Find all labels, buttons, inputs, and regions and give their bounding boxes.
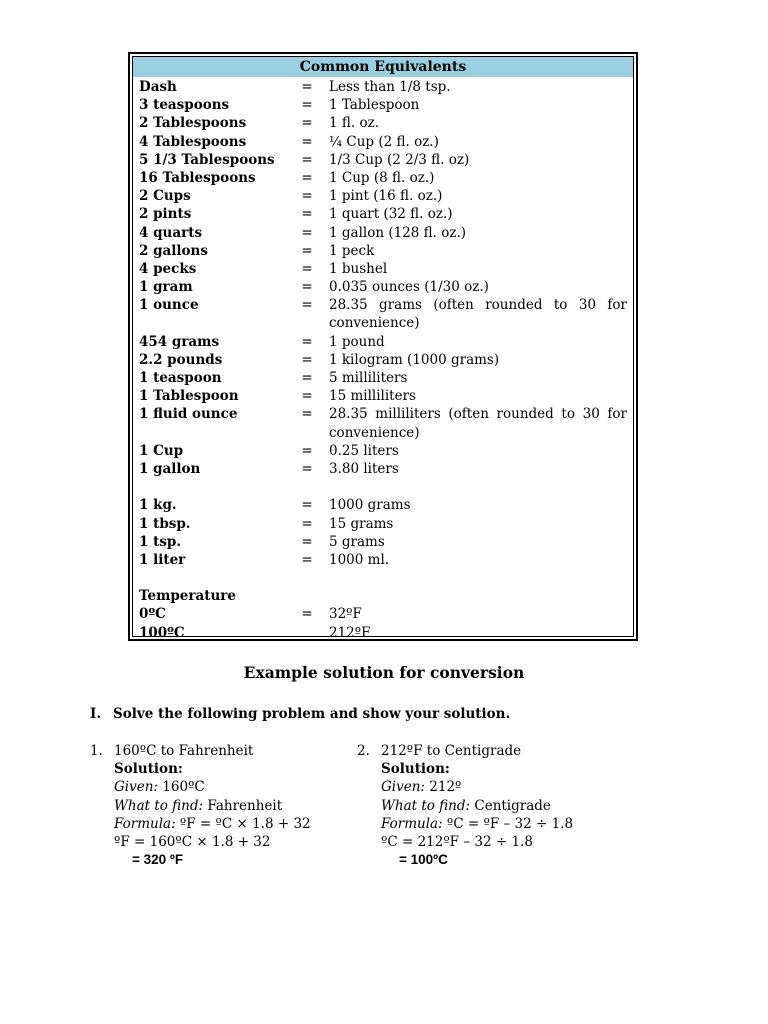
table-row: [133, 496, 633, 514]
table-rows: [133, 78, 633, 642]
equivalent-cell: 32ºF: [329, 606, 362, 623]
equivalent-cell: 1000 grams: [329, 497, 411, 514]
equivalent-cell: 1 quart (32 fl. oz.): [329, 206, 453, 223]
unit-cell: 16 Tablespoons: [139, 169, 256, 186]
unit-cell: Dash: [139, 79, 177, 95]
problem-2: [357, 742, 573, 869]
unit-cell: 5 1/3 Tablespoons: [139, 151, 275, 168]
table-row: [133, 169, 633, 187]
problem-title: 212ºF to Centigrade: [381, 743, 522, 759]
equivalent-cell: 5 milliliters: [329, 370, 408, 387]
find-label: What to find:: [381, 797, 471, 814]
unit-cell: 1 ounce: [139, 297, 199, 314]
equals-sign: =: [301, 551, 313, 568]
unit-cell: 4 quarts: [139, 224, 203, 241]
equivalent-cell: ¼ Cup (2 fl. oz.): [329, 133, 439, 150]
equivalent-cell: 1 bushel: [329, 260, 388, 277]
unit-cell: 1 gallon: [139, 460, 201, 477]
equivalent-cell: 1 Cup (8 fl. oz.): [329, 169, 435, 186]
unit-cell: 1 kg.: [139, 497, 177, 514]
equivalent-cell: 1 gallon (128 fl. oz.): [329, 224, 467, 241]
equals-sign: =: [301, 515, 313, 532]
unit-cell: 1 gram: [139, 279, 193, 296]
unit-cell: 1 fluid ounce: [139, 406, 238, 423]
table-row: [133, 587, 633, 605]
table-row: [133, 515, 633, 533]
formula-label: Formula:: [381, 815, 443, 832]
equivalent-cell: 0.25 liters: [329, 442, 399, 459]
unit-cell: 2 pints: [139, 206, 192, 223]
equals-sign: =: [301, 151, 313, 168]
table-row: [133, 333, 633, 351]
unit-cell: 0ºC: [139, 606, 166, 623]
solution-label: Solution:: [114, 761, 183, 778]
equals-sign: =: [301, 388, 313, 405]
equivalent-cell: 1 peck: [329, 242, 375, 259]
problem-number: 2.: [357, 743, 370, 759]
equals-sign: =: [301, 97, 313, 114]
unit-cell: Temperature: [139, 588, 237, 605]
equals-sign: =: [301, 370, 313, 387]
equals-sign: =: [301, 224, 313, 241]
equivalents-table: [128, 52, 638, 641]
table-row: [133, 405, 633, 441]
unit-cell: 2 gallons: [139, 242, 208, 259]
equivalent-cell: 212ºF: [329, 624, 371, 641]
table-row: [133, 96, 633, 114]
formula-value: ºF = ºC × 1.8 + 32: [175, 815, 311, 832]
equivalent-cell: 1 kilogram (1000 grams): [329, 351, 500, 368]
solution-label: Solution:: [381, 761, 450, 778]
instruction: [90, 706, 510, 722]
unit-cell: 3 teaspoons: [139, 97, 230, 114]
table-row: [133, 605, 633, 623]
equals-sign: =: [301, 533, 313, 550]
table-row: [133, 151, 633, 169]
equals-sign: =: [301, 279, 313, 296]
table-row: [133, 369, 633, 387]
unit-cell: 4 Tablespoons: [139, 133, 247, 150]
find-label: What to find:: [114, 797, 204, 814]
work-line: ºC = 212ºF – 32 ÷ 1.8: [381, 834, 533, 851]
table-row: [133, 187, 633, 205]
table-row: [133, 551, 633, 569]
table-row: [133, 460, 633, 478]
equivalent-cell: 1 fl. oz.: [329, 115, 379, 132]
given-value: 212º: [424, 779, 462, 796]
equals-sign: =: [301, 260, 313, 277]
equals-sign: =: [301, 497, 313, 514]
equivalent-cell: 0.035 ounces (1/30 oz.): [329, 279, 489, 296]
table-inner-border: [132, 56, 634, 641]
equivalent-cell: 1 pound: [329, 333, 385, 350]
equivalent-cell: 1 pint (16 fl. oz.): [329, 188, 443, 205]
instruction-text: Solve the following problem and show your solution.: [113, 706, 511, 722]
equivalent-cell: 28.35 milliliters (often rounded to 30 for convenience): [329, 406, 627, 441]
equals-sign: =: [301, 169, 313, 186]
problem-1: [90, 742, 311, 869]
unit-cell: 1 Cup: [139, 442, 184, 459]
equivalent-cell: 1/3 Cup (2 2/3 fl. oz): [329, 151, 470, 168]
table-row: [133, 624, 633, 642]
table-row: [133, 205, 633, 223]
find-value: Centigrade: [470, 797, 551, 814]
table-row: [133, 387, 633, 405]
given-label: Given:: [114, 779, 158, 796]
given-label: Given:: [381, 779, 425, 796]
unit-cell: 2 Tablespoons: [139, 115, 247, 132]
unit-cell: 454 grams: [139, 333, 220, 350]
problem-title: 160ºC to Fahrenheit: [114, 743, 254, 759]
equivalent-cell: Less than 1/8 tsp.: [329, 79, 451, 95]
table-row: [133, 133, 633, 151]
unit-cell: 2 Cups: [139, 188, 191, 205]
equivalent-cell: 3.80 liters: [329, 460, 399, 477]
equals-sign: =: [301, 351, 313, 368]
instruction-number: I.: [90, 706, 102, 722]
equivalent-cell: 28.35 grams (often rounded to 30 for convenience): [329, 297, 627, 332]
section-title: Example solution for conversion: [243, 663, 525, 682]
table-row: [133, 114, 633, 132]
table-row: [133, 351, 633, 369]
equals-sign: =: [301, 460, 313, 477]
table-row: [133, 442, 633, 460]
equals-sign: =: [301, 333, 313, 350]
equivalent-cell: 1000 ml.: [329, 551, 390, 568]
unit-cell: 1 teaspoon: [139, 370, 222, 387]
unit-cell: 1 Tablespoon: [139, 388, 239, 405]
equals-sign: =: [301, 206, 313, 223]
equals-sign: =: [301, 297, 313, 314]
equals-sign: =: [301, 442, 313, 459]
unit-cell: 1 tsp.: [139, 533, 182, 550]
formula-value: ºC = ºF – 32 ÷ 1.8: [442, 815, 574, 832]
answer: = 100ºC: [399, 852, 448, 868]
table-row: [133, 478, 633, 496]
equivalent-cell: 15 milliliters: [329, 388, 416, 405]
equals-sign: =: [301, 406, 313, 423]
given-value: 160ºC: [157, 779, 205, 796]
unit-cell: 1 liter: [139, 551, 186, 568]
table-row: [133, 533, 633, 551]
find-value: Fahrenheit: [203, 797, 283, 814]
unit-cell: 1 tbsp.: [139, 515, 191, 532]
equivalent-cell: 15 grams: [329, 515, 394, 532]
table-row: [133, 224, 633, 242]
equals-sign: =: [301, 133, 313, 150]
equals-sign: =: [301, 606, 313, 623]
table-row: [133, 78, 633, 96]
equals-sign: =: [301, 188, 313, 205]
table-row: [133, 569, 633, 587]
answer: = 320 ºF: [132, 852, 184, 868]
problem-number: 1.: [90, 743, 103, 759]
table-row: [133, 278, 633, 296]
unit-cell: 4 pecks: [139, 260, 197, 277]
table-title: Common Equivalents: [133, 57, 633, 77]
table-row: [133, 296, 633, 332]
equivalent-cell: 5 grams: [329, 533, 385, 550]
table-row: [133, 242, 633, 260]
equals-sign: =: [301, 115, 313, 132]
unit-cell: 2.2 pounds: [139, 351, 223, 368]
equals-sign: =: [301, 79, 313, 95]
unit-cell: 100ºC: [139, 624, 185, 641]
formula-label: Formula:: [114, 815, 176, 832]
equals-sign: =: [301, 242, 313, 259]
table-row: [133, 260, 633, 278]
equivalent-cell: 1 Tablespoon: [329, 97, 420, 114]
work-line: ºF = 160ºC × 1.8 + 32: [114, 834, 271, 851]
